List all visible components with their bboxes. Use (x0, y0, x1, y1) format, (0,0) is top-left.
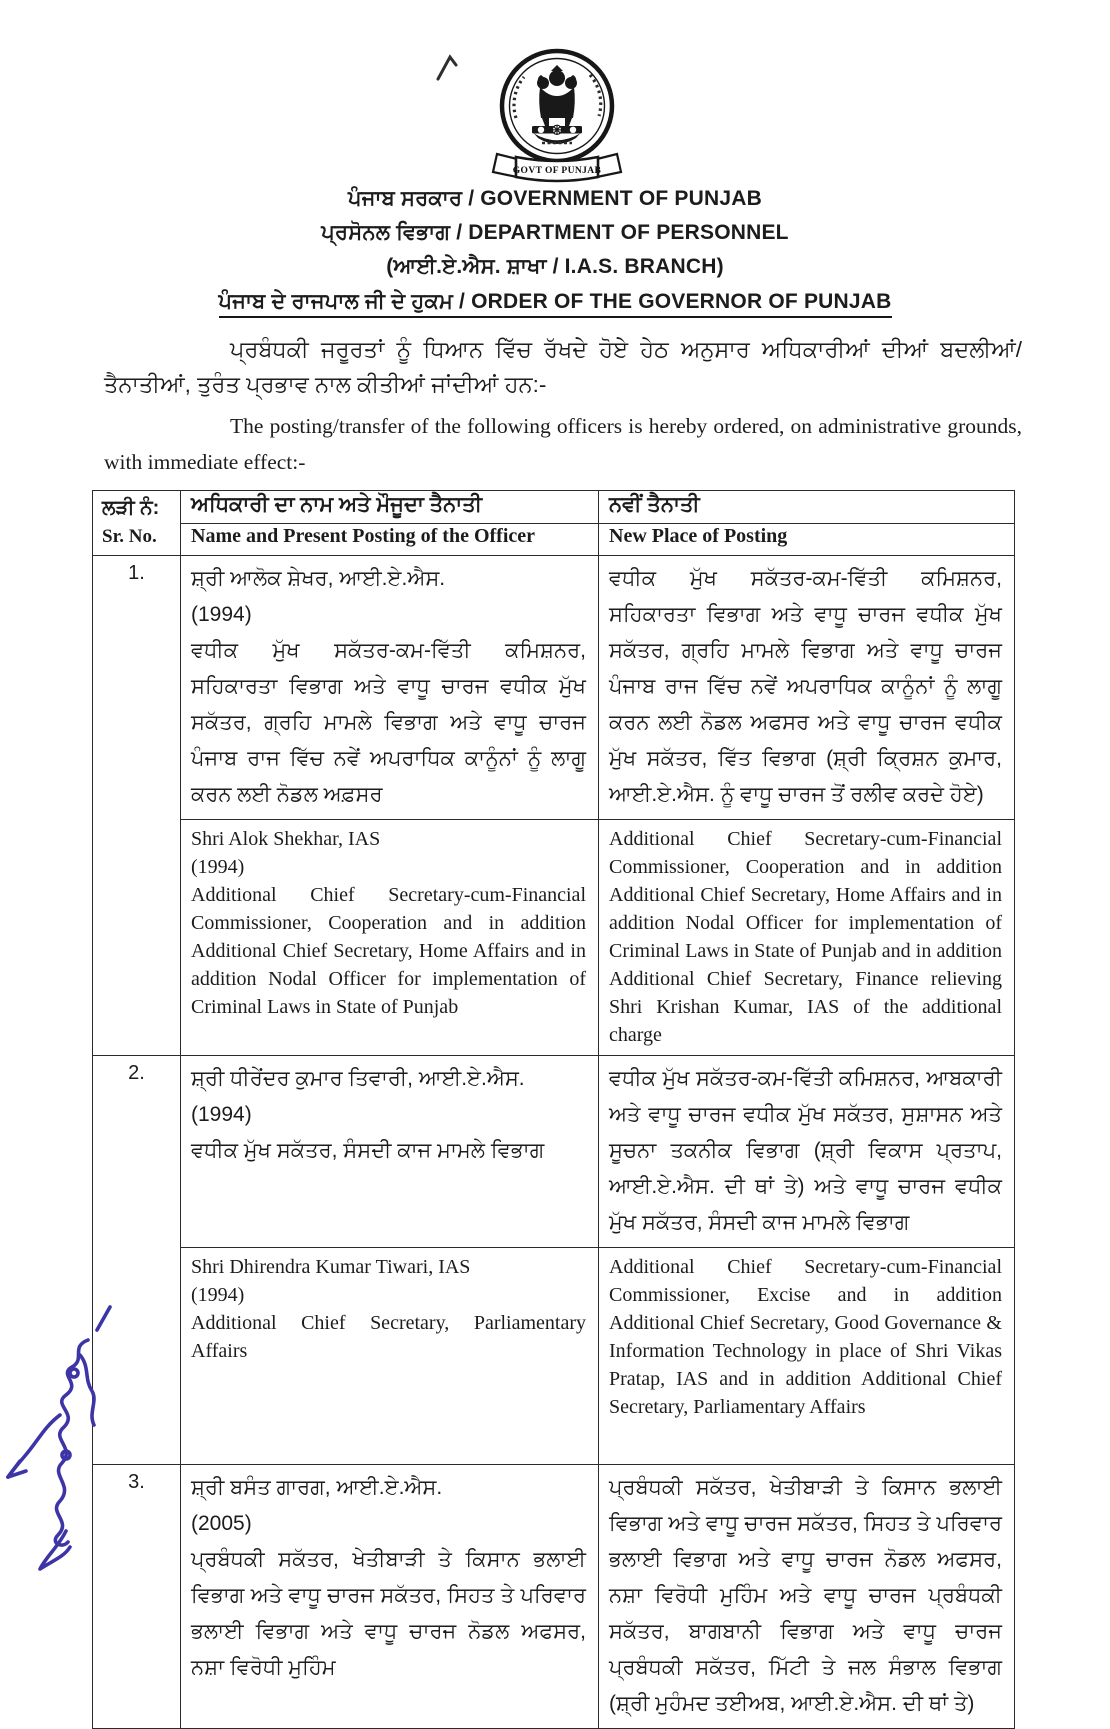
header-new-posting-english: New Place of Posting (609, 525, 788, 547)
new-posting-punjabi-cell (599, 1056, 1014, 1247)
officer-batch-year: (1994) (191, 603, 252, 626)
present-posting-english-cell (181, 820, 599, 1055)
new-post-punjabi: ਵਧੀਕ ਮੁੱਖ ਸਕੱਤਰ-ਕਮ-ਵਿੱਤੀ ਕਮਿਸ਼ਨਰ, ਆਬਕਾਰੀ ਅਤੇ ਵਾਧੂ ਚਾਰਜ ਵਧੀਕ ਮੁੱਖ ਸਕੱਤਰ, ਸੁਸ਼ਾਸਨ ਅਤੇ ਸੂਚਨਾ ਤਕਨੀਕ ਵਿਭਾਗ (ਸ਼੍ਰੀ ਵਿਕਾਸ ਪ੍ਰਤਾਪ, ਆਈ.ਏ.ਐਸ. ਦੀ ਥਾਂ ਤੇ) ਅਤੇ ਵਾਧੂ ਚਾਰਜ ਵਧੀਕ ਮੁੱਖ ਸਕੱਤਰ, ਸੰਸਦੀ ਕਾਜ ਮਾਮਲੇ ਵਿਭਾਗ (609, 1067, 1002, 1234)
emblem-banner-text: GOVT OF PUNJAB (512, 166, 602, 176)
officer-name-punjabi: ਸ਼੍ਰੀ ਬਸੰਤ ਗਾਰਗ, ਆਈ.ਏ.ਐਸ. (191, 1476, 443, 1499)
header-present-posting-punjabi: ਅਧਿਕਾਰੀ ਦਾ ਨਾਮ ਅਤੇ ਮੌਜੂਦਾ ਤੈਨਾਤੀ (181, 491, 599, 523)
officer-name-punjabi: ਸ਼੍ਰੀ ਧੀਰੇਂਦਰ ਕੁਮਾਰ ਤਿਵਾਰੀ, ਆਈ.ਏ.ਐਸ. (191, 1067, 525, 1090)
present-post-punjabi: ਪ੍ਰਬੰਧਕੀ ਸਕੱਤਰ, ਖੇਤੀਬਾੜੀ ਤੇ ਕਿਸਾਨ ਭਲਾਈ ਵਿਭਾਗ ਅਤੇ ਵਾਧੂ ਚਾਰਜ ਸਕੱਤਰ, ਸਿਹਤ ਤੇ ਪਰਿਵਾਰ ਭਲਾਈ ਵਿਭਾਗ ਅਤੇ ਵਾਧੂ ਚਾਰਜ ਨੋਡਲ ਅਫਸਰ, ਨਸ਼ਾ ਵਿਰੋਧੀ ਮੁਹਿੰਮ (191, 1548, 586, 1679)
officer-batch-year: (2005) (191, 1512, 252, 1535)
officer-batch-year: (1994) (191, 1103, 252, 1126)
table-row (93, 1464, 1014, 1728)
officer-name-english: Shri Dhirendra Kumar Tiwari, IAS (191, 1256, 471, 1278)
stray-ink-mark (434, 51, 468, 85)
officer-name-english: Shri Alok Shekhar, IAS (191, 828, 381, 850)
table-header-row (93, 491, 1014, 555)
officer-batch-year-english: (1994) (191, 856, 245, 878)
header-new-posting-punjabi: ਨਵੀਂ ਤੈਨਾਤੀ (609, 493, 700, 516)
present-post-punjabi: ਵਧੀਕ ਮੁੱਖ ਸਕੱਤਰ-ਕਮ-ਵਿੱਤੀ ਕਮਿਸ਼ਨਰ, ਸਹਿਕਾਰਤਾ ਵਿਭਾਗ ਅਤੇ ਵਾਧੂ ਚਾਰਜ ਵਧੀਕ ਮੁੱਖ ਸਕੱਤਰ, ਗ੍ਰਹਿ ਮਾਮਲੇ ਵਿਭਾਗ ਅਤੇ ਵਾਧੂ ਚਾਰਜ ਪੰਜਾਬ ਰਾਜ ਵਿੱਚ ਨਵੇਂ ਅਪਰਾਧਿਕ ਕਾਨੂੰਨਾਂ ਨੂੰ ਲਾਗੂ ਕਰਨ ਲਈ ਨੋਡਲ ਅਫ਼ਸਰ (191, 639, 586, 806)
transfer-orders-table (92, 490, 1015, 1729)
header-cell-sr-no (93, 491, 181, 555)
sr-no-cell: 3. (93, 1465, 181, 1728)
new-posting-punjabi-cell (599, 1465, 1014, 1728)
new-post-punjabi: ਪ੍ਰਬੰਧਕੀ ਸਕੱਤਰ, ਖੇਤੀਬਾੜੀ ਤੇ ਕਿਸਾਨ ਭਲਾਈ ਵਿਭਾਗ ਅਤੇ ਵਾਧੂ ਚਾਰਜ ਸਕੱਤਰ, ਸਿਹਤ ਤੇ ਪਰਿਵਾਰ ਭਲਾਈ ਵਿਭਾਗ ਅਤੇ ਵਾਧੂ ਚਾਰਜ ਨੋਡਲ ਅਫਸਰ, ਨਸ਼ਾ ਵਿਰੋਧੀ ਮੁਹਿੰਮ ਅਤੇ ਵਾਧੂ ਚਾਰਜ ਪ੍ਰਬੰਧਕੀ ਸਕੱਤਰ, ਬਾਗਬਾਨੀ ਵਿਭਾਗ ਅਤੇ ਵਾਧੂ ਚਾਰਜ ਪ੍ਰਬੰਧਕੀ ਸਕੱਤਰ, ਮਿੱਟੀ ਤੇ ਜਲ ਸੰਭਾਲ ਵਿਭਾਗ (ਸ਼੍ਰੀ ਮੁਹੰਮਦ ਤਈਅਬ, ਆਈ.ਏ.ਐਸ. ਦੀ ਥਾਂ ਤੇ) (609, 1476, 1002, 1715)
emblem-banner-ribbon (493, 154, 621, 181)
header-sr-punjabi: ਲੜੀ ਨੰ: (102, 497, 160, 519)
order-title (0, 290, 1110, 318)
new-post-english: Additional Chief Secretary-cum-Financial Commissioner, Excise and in addition Additional Chief Secretary, Good Governance & Information Technology in place of Shri Vikas Pratap, IAS and in addition Additional Chief Secretary, Parliamentary Affairs (609, 1256, 1002, 1418)
header-sr-english: Sr. No. (102, 526, 157, 547)
present-post-english: Additional Chief Secretary, Parliamentary Affairs (191, 1312, 586, 1362)
table-row (93, 555, 1014, 1055)
intro-paragraph-punjabi: ਪ੍ਰਬੰਧਕੀ ਜਰੂਰਤਾਂ ਨੂੰ ਧਿਆਨ ਵਿੱਚ ਰੱਖਦੇ ਹੋਏ ਹੇਠ ਅਨੁਸਾਰ ਅਧਿਕਾਰੀਆਂ ਦੀਆਂ ਬਦਲੀਆਂ/ਤੈਨਾਤੀਆਂ, ਤੁਰੰਤ ਪ੍ਰਭਾਵ ਨਾਲ ਕੀਤੀਆਂ ਜਾਂਦੀਆਂ ਹਨ:- (104, 337, 1022, 397)
new-posting-english-cell (599, 1248, 1014, 1464)
new-post-english: Additional Chief Secretary-cum-Financial Commissioner, Cooperation and in addition Additional Chief Secretary, Home Affairs and in addition Nodal Officer for implementation of Criminal Laws in State of Punjab and in addition Additional Chief Secretary, Finance relieving Shri Krishan Kumar, IAS of the additional charge (609, 828, 1002, 1046)
sr-no-cell: 2. (93, 1056, 181, 1464)
present-posting-punjabi-cell (181, 556, 599, 819)
present-post-punjabi: ਵਧੀਕ ਮੁੱਖ ਸਕੱਤਰ, ਸੰਸਦੀ ਕਾਜ ਮਾਮਲੇ ਵਿਭਾਗ (191, 1139, 545, 1162)
header-present-posting-english: Name and Present Posting of the Officer (181, 524, 599, 555)
intro-paragraph-english: The posting/transfer of the following officers is hereby ordered, on administrative grounds, with immediate effect:- (104, 414, 1022, 474)
sr-no-cell: 1. (93, 556, 181, 1055)
present-post-english: Additional Chief Secretary-cum-Financial Commissioner, Cooperation and in addition Additional Chief Secretary, Home Affairs and in addition Nodal Officer for implementation of Criminal Laws in State of Punjab (191, 884, 586, 1018)
present-posting-english-cell (181, 1248, 599, 1464)
present-posting-punjabi-cell (181, 1056, 599, 1247)
department-title-line: ਪ੍ਰਸੋਨਲ ਵਿਭਾਗ / DEPARTMENT OF PERSONNEL (321, 221, 789, 244)
new-posting-punjabi-cell (599, 556, 1014, 819)
order-title-text: ਪੰਜਾਬ ਦੇ ਰਾਜਪਾਲ ਜੀ ਦੇ ਹੁਕਮ / ORDER OF THE GOVERNOR OF PUNJAB (219, 290, 892, 318)
new-post-punjabi: ਵਧੀਕ ਮੁੱਖ ਸਕੱਤਰ-ਕਮ-ਵਿੱਤੀ ਕਮਿਸ਼ਨਰ, ਸਹਿਕਾਰਤਾ ਵਿਭਾਗ ਅਤੇ ਵਾਧੂ ਚਾਰਜ ਵਧੀਕ ਮੁੱਖ ਸਕੱਤਰ, ਗ੍ਰਹਿ ਮਾਮਲੇ ਵਿਭਾਗ ਅਤੇ ਵਾਧੂ ਚਾਰਜ ਪੰਜਾਬ ਰਾਜ ਵਿੱਚ ਨਵੇਂ ਅਪਰਾਧਿਕ ਕਾਨੂੰਨਾਂ ਨੂੰ ਲਾਗੂ ਕਰਨ ਲਈ ਨੋਡਲ ਅਫਸਰ ਅਤੇ ਵਾਧੂ ਚਾਰਜ ਵਧੀਕ ਮੁੱਖ ਸਕੱਤਰ, ਵਿੱਤ ਵਿਭਾਗ (ਸ਼੍ਰੀ ਕ੍ਰਿਸ਼ਨ ਕੁਮਾਰ, ਆਈ.ਏ.ਐਸ. ਨੂੰ ਵਾਧੂ ਚਾਰਜ ਤੋਂ ਰਲੀਵ ਕਰਦੇ ਹੋਏ) (609, 567, 1002, 806)
new-posting-english-cell (599, 820, 1014, 1055)
officer-name-punjabi: ਸ਼੍ਰੀ ਆਲੋਕ ਸ਼ੇਖਰ, ਆਈ.ਏ.ਐਸ. (191, 567, 446, 590)
table-row (93, 1055, 1014, 1464)
punjab-government-emblem-icon (472, 44, 640, 194)
branch-title-line: (ਆਈ.ਏ.ਐਸ. ਸ਼ਾਖਾ / I.A.S. BRANCH) (386, 255, 724, 278)
officer-batch-year-english: (1994) (191, 1284, 245, 1306)
dharma-chakra-icon (552, 125, 561, 134)
present-posting-punjabi-cell (181, 1465, 599, 1728)
government-title-line: ਪੰਜਾਬ ਸਰਕਾਰ / GOVERNMENT OF PUNJAB (348, 187, 762, 210)
